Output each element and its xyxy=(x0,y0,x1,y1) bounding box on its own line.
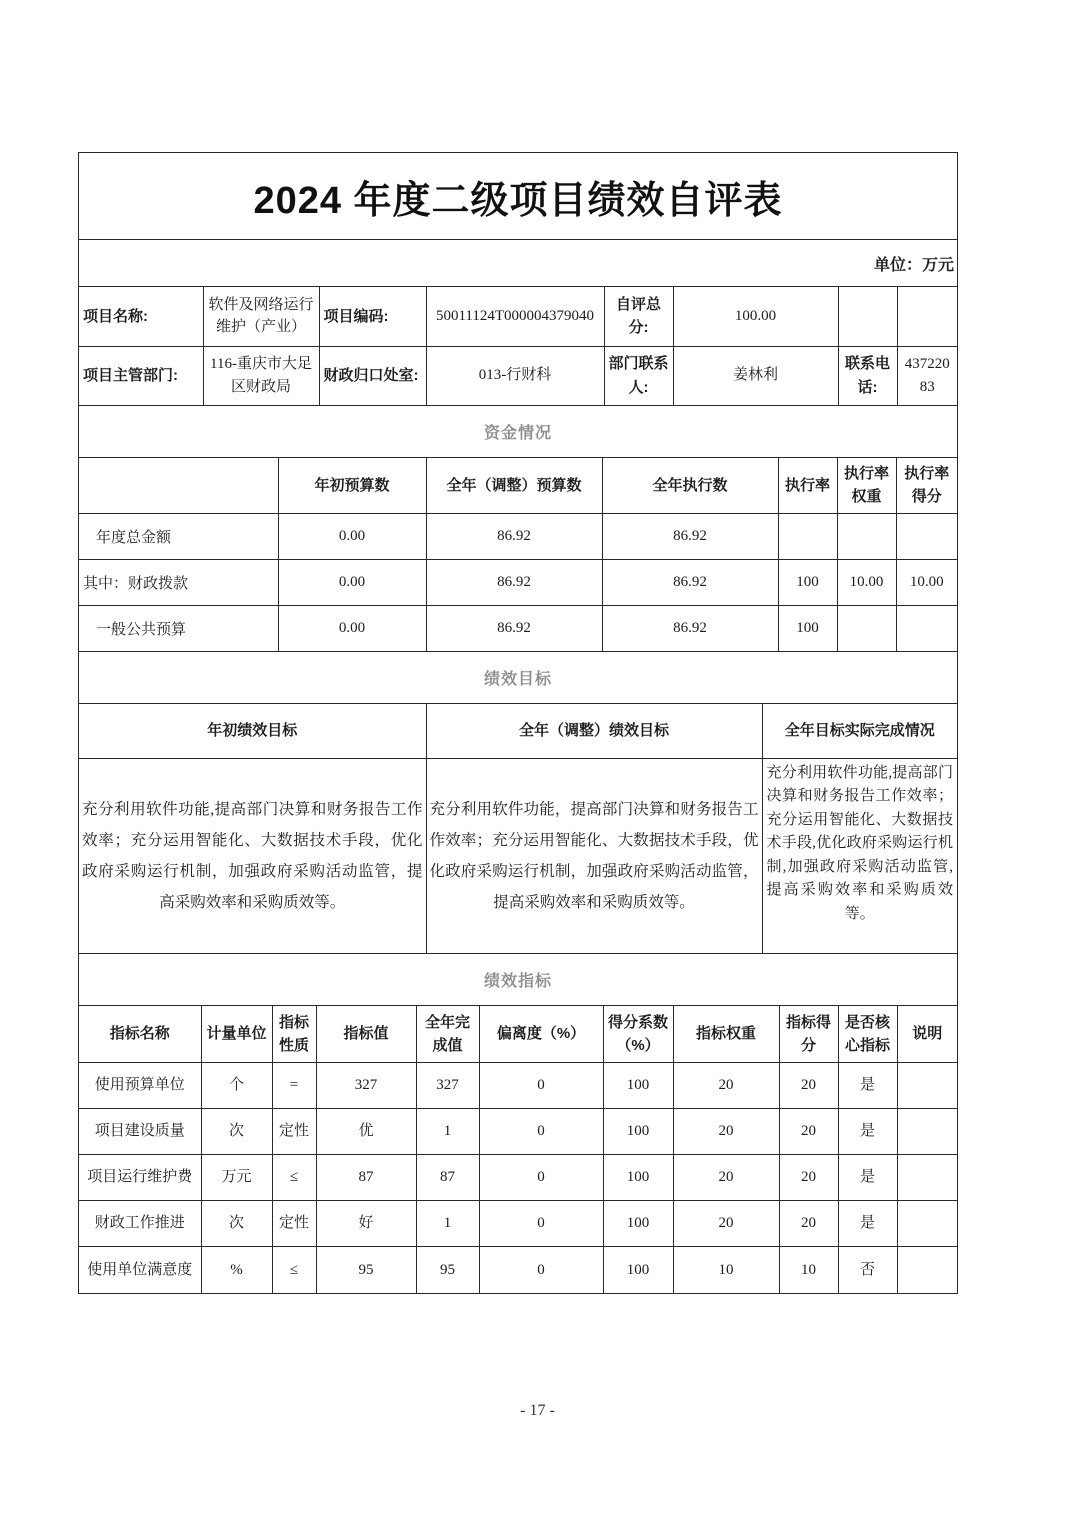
ind-header-core: 是否核心指标 xyxy=(838,1006,897,1063)
ind-header-nature: 指标性质 xyxy=(272,1006,316,1063)
funding-row-public-budget xyxy=(79,606,957,652)
ind-name: 项目建设质量 xyxy=(79,1109,201,1155)
ind-nature: = xyxy=(272,1063,316,1109)
ind-unit: 次 xyxy=(201,1109,272,1155)
funding-header-executed: 全年执行数 xyxy=(602,458,778,514)
ind-note xyxy=(897,1109,957,1155)
funding-row-label: 其中：财政拨款 xyxy=(79,560,278,606)
funding-rate: 100 xyxy=(778,606,837,652)
ind-unit: 次 xyxy=(201,1201,272,1247)
ind-header-actual: 全年完成值 xyxy=(416,1006,479,1063)
self-score-label: 自评总分: xyxy=(604,287,673,346)
section-title-goals: 绩效目标 xyxy=(79,652,957,704)
ind-actual: 1 xyxy=(416,1109,479,1155)
ind-score: 20 xyxy=(779,1201,838,1247)
finance-office-value: 013-行财科 xyxy=(426,346,604,405)
funding-rate-weight xyxy=(837,514,896,560)
funding-adjusted: 86.92 xyxy=(426,560,602,606)
ind-score: 20 xyxy=(779,1155,838,1201)
ind-core: 否 xyxy=(838,1247,897,1293)
ind-unit: 个 xyxy=(201,1063,272,1109)
section-title-indicators: 绩效指标 xyxy=(79,954,957,1006)
unit-note: 单位：万元 xyxy=(79,240,957,287)
ind-actual: 1 xyxy=(416,1201,479,1247)
ind-deviation: 0 xyxy=(479,1201,603,1247)
ind-core: 是 xyxy=(838,1063,897,1109)
funding-rate-weight xyxy=(837,606,896,652)
funding-rate: 100 xyxy=(778,560,837,606)
ind-coefficient: 100 xyxy=(603,1109,673,1155)
contact-label: 部门联系人: xyxy=(604,346,673,405)
indicators-header-row xyxy=(79,1006,957,1063)
dept-value: 116-重庆市大足区财政局 xyxy=(203,346,319,405)
phone-label: 联系电话: xyxy=(838,346,897,405)
ind-nature: 定性 xyxy=(272,1109,316,1155)
funding-initial: 0.00 xyxy=(278,606,426,652)
ind-score: 20 xyxy=(779,1063,838,1109)
ind-nature: ≤ xyxy=(272,1155,316,1201)
funding-header-blank xyxy=(79,458,278,514)
ind-score: 20 xyxy=(779,1109,838,1155)
funding-executed: 86.92 xyxy=(602,560,778,606)
project-info-row-2 xyxy=(79,346,957,405)
ind-target: 327 xyxy=(316,1063,416,1109)
empty-cell xyxy=(838,287,897,346)
ind-header-name: 指标名称 xyxy=(79,1006,201,1063)
goal-initial-text: 充分利用软件功能,提高部门决算和财务报告工作效率；充分运用智能化、大数据技术手段，优化政府采购运行机制，加强政府采购活动监管，提高采购效率和采购质效等。 xyxy=(79,758,426,953)
ind-name: 使用单位满意度 xyxy=(79,1247,201,1293)
ind-header-score: 指标得分 xyxy=(779,1006,838,1063)
ind-header-coefficient: 得分系数（%） xyxy=(603,1006,673,1063)
ind-weight: 20 xyxy=(673,1109,779,1155)
ind-name: 使用预算单位 xyxy=(79,1063,201,1109)
funding-row-fiscal xyxy=(79,560,957,606)
ind-coefficient: 100 xyxy=(603,1155,673,1201)
funding-header-rate-score: 执行率得分 xyxy=(896,458,957,514)
ind-target: 优 xyxy=(316,1109,416,1155)
funding-table xyxy=(79,458,957,653)
ind-deviation: 0 xyxy=(479,1155,603,1201)
empty-cell xyxy=(897,287,957,346)
ind-actual: 327 xyxy=(416,1063,479,1109)
ind-target: 好 xyxy=(316,1201,416,1247)
indicator-row xyxy=(79,1247,957,1293)
funding-adjusted: 86.92 xyxy=(426,514,602,560)
ind-note xyxy=(897,1247,957,1293)
funding-adjusted: 86.92 xyxy=(426,606,602,652)
ind-score: 10 xyxy=(779,1247,838,1293)
ind-weight: 10 xyxy=(673,1247,779,1293)
ind-note xyxy=(897,1063,957,1109)
self-score-value: 100.00 xyxy=(673,287,838,346)
ind-weight: 20 xyxy=(673,1063,779,1109)
ind-header-target: 指标值 xyxy=(316,1006,416,1063)
project-name-label: 项目名称: xyxy=(79,287,203,346)
ind-core: 是 xyxy=(838,1109,897,1155)
goals-header-actual: 全年目标实际完成情况 xyxy=(762,704,957,758)
section-title-funding: 资金情况 xyxy=(79,406,957,458)
indicators-table xyxy=(79,1006,957,1293)
goals-header-initial: 年初绩效目标 xyxy=(79,704,426,758)
ind-nature: 定性 xyxy=(272,1201,316,1247)
ind-actual: 87 xyxy=(416,1155,479,1201)
project-code-value: 50011124T000004379040 xyxy=(426,287,604,346)
ind-note xyxy=(897,1155,957,1201)
ind-header-unit: 计量单位 xyxy=(201,1006,272,1063)
ind-header-note: 说明 xyxy=(897,1006,957,1063)
ind-coefficient: 100 xyxy=(603,1201,673,1247)
ind-deviation: 0 xyxy=(479,1247,603,1293)
dept-label: 项目主管部门: xyxy=(79,346,203,405)
page-title: 2024 年度二级项目绩效自评表 xyxy=(79,153,957,240)
ind-unit: 万元 xyxy=(201,1155,272,1201)
goals-table xyxy=(79,704,957,954)
indicator-row xyxy=(79,1201,957,1247)
funding-executed: 86.92 xyxy=(602,514,778,560)
goal-actual-text: 充分利用软件功能,提高部门决算和财务报告工作效率；充分运用智能化、大数据技术手段,优化政府采购运行机制,加强政府采购活动监管,提高采购效率和采购质效等。 xyxy=(762,758,957,953)
project-name-value: 软件及网络运行维护（产业） xyxy=(203,287,319,346)
funding-header-row xyxy=(79,458,957,514)
funding-row-label: 年度总金额 xyxy=(79,514,278,560)
ind-coefficient: 100 xyxy=(603,1063,673,1109)
phone-value: 43722083 xyxy=(897,346,957,405)
ind-header-deviation: 偏离度（%） xyxy=(479,1006,603,1063)
ind-header-weight: 指标权重 xyxy=(673,1006,779,1063)
finance-office-label: 财政归口处室: xyxy=(319,346,426,405)
page-number: - 17 - xyxy=(520,1402,555,1419)
ind-core: 是 xyxy=(838,1201,897,1247)
ind-name: 项目运行维护费 xyxy=(79,1155,201,1201)
ind-target: 87 xyxy=(316,1155,416,1201)
funding-rate-score xyxy=(896,606,957,652)
goals-header-adjusted: 全年（调整）绩效目标 xyxy=(426,704,762,758)
funding-initial: 0.00 xyxy=(278,560,426,606)
ind-deviation: 0 xyxy=(479,1063,603,1109)
funding-rate xyxy=(778,514,837,560)
ind-coefficient: 100 xyxy=(603,1247,673,1293)
self-evaluation-form xyxy=(78,152,958,1294)
ind-actual: 95 xyxy=(416,1247,479,1293)
project-code-label: 项目编码: xyxy=(319,287,426,346)
ind-core: 是 xyxy=(838,1155,897,1201)
funding-executed: 86.92 xyxy=(602,606,778,652)
ind-deviation: 0 xyxy=(479,1109,603,1155)
funding-row-label: 一般公共预算 xyxy=(79,606,278,652)
funding-rate-score xyxy=(896,514,957,560)
ind-weight: 20 xyxy=(673,1201,779,1247)
funding-initial: 0.00 xyxy=(278,514,426,560)
indicator-row xyxy=(79,1063,957,1109)
funding-header-initial: 年初预算数 xyxy=(278,458,426,514)
ind-note xyxy=(897,1201,957,1247)
indicator-row xyxy=(79,1155,957,1201)
project-info-row-1 xyxy=(79,287,957,346)
funding-header-rate: 执行率 xyxy=(778,458,837,514)
contact-value: 姜林利 xyxy=(673,346,838,405)
funding-row-total xyxy=(79,514,957,560)
indicator-row xyxy=(79,1109,957,1155)
goal-adjusted-text: 充分利用软件功能，提高部门决算和财务报告工作效率；充分运用智能化、大数据技术手段，优化政府采购运行机制，加强政府采购活动监管，提高采购效率和采购质效等。 xyxy=(426,758,762,953)
ind-nature: ≤ xyxy=(272,1247,316,1293)
ind-unit: % xyxy=(201,1247,272,1293)
funding-header-adjusted: 全年（调整）预算数 xyxy=(426,458,602,514)
ind-name: 财政工作推进 xyxy=(79,1201,201,1247)
funding-rate-weight: 10.00 xyxy=(837,560,896,606)
goals-content-row xyxy=(79,758,957,953)
goals-header-row xyxy=(79,704,957,758)
ind-target: 95 xyxy=(316,1247,416,1293)
ind-weight: 20 xyxy=(673,1155,779,1201)
funding-header-rate-weight: 执行率权重 xyxy=(837,458,896,514)
funding-rate-score: 10.00 xyxy=(896,560,957,606)
project-info-table xyxy=(79,287,957,406)
